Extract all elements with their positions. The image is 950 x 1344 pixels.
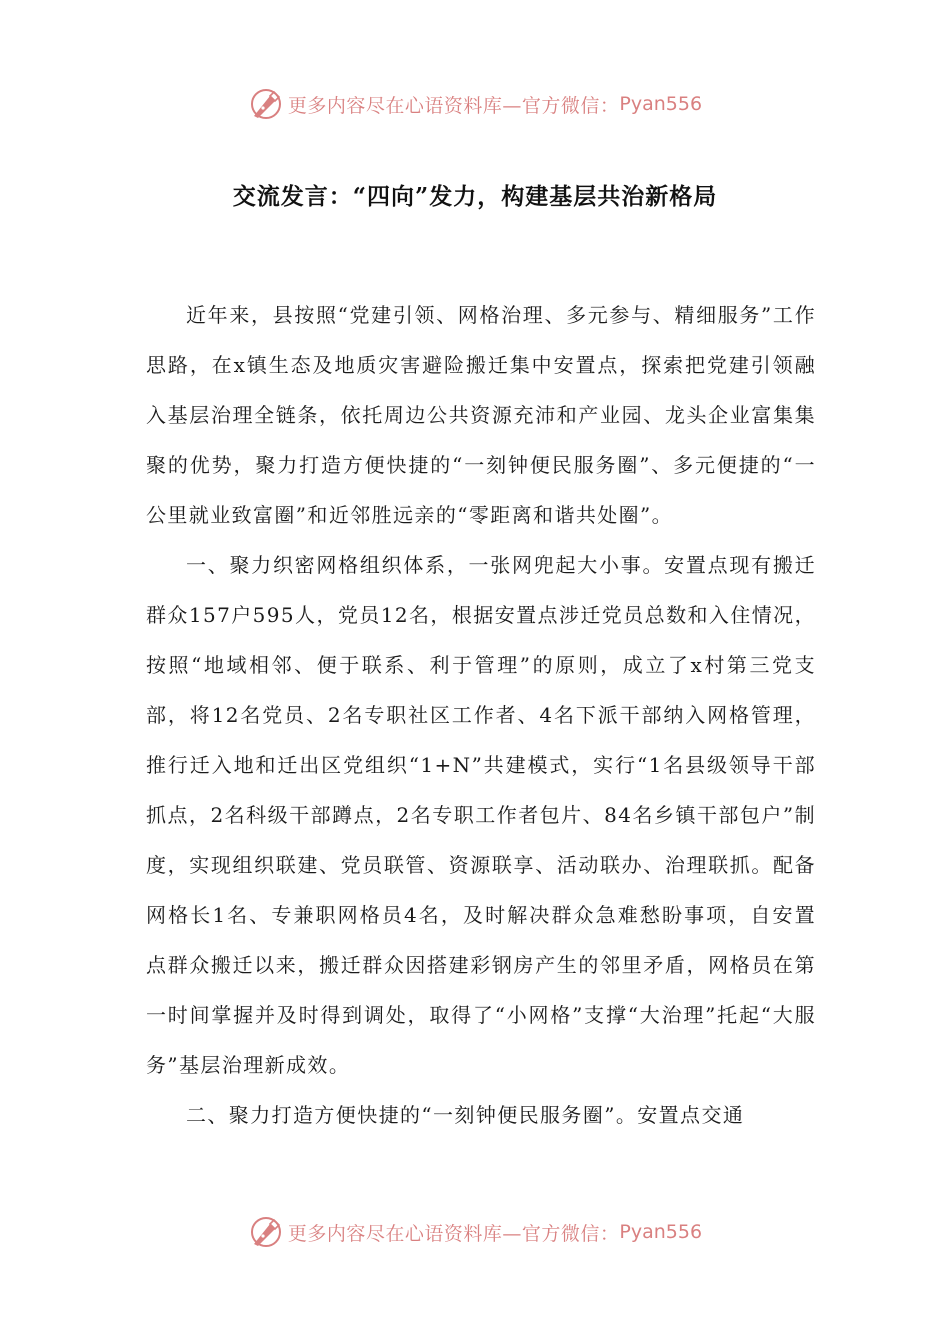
pen-nib-logo-icon: [248, 1214, 284, 1250]
watermark-text: 更多内容尽在心语资料库—官方微信：: [287, 1222, 620, 1245]
watermark-handle: Pyan556: [619, 93, 703, 115]
watermark-handle: Pyan556: [619, 1221, 703, 1243]
pen-nib-logo-icon: [248, 86, 284, 122]
paragraph-intro: 近年来，县按照“党建引领、网格治理、多元参与、精细服务”工作思路，在x镇生态及地质灾害避险搬迁集中安置点，探索把党建引领融入基层治理全链条，依托周边公共资源充沛和产业园、龙头企业富集集聚的优势，聚力打造方便快捷的“一刻钟便民服务圈”、多元便捷的“一公里就业致富圈”和近邻胜远亲的“零距离和谐共处圈”。: [146, 303, 816, 527]
paragraph-section-one: 一、聚力织密网格组织体系，一张网兜起大小事。安置点现有搬迁群众157户595人，党员12名，根据安置点涉迁党员总数和入住情况，按照“地域相邻、便于联系、利于管理”的原则，成立了x村第三党支部，将12名党员、2名专职社区工作者、4名下派干部纳入网格管理，推行迁入地和迁出区党组织“1+N”共建模式，实行“1名县级领导干部抓点，2名科级干部蹲点，2名专职工作者包片、84名乡镇干部包户”制度，实现组织联建、党员联管、资源联享、活动联办、治理联抓。配备网格长1名、专兼职网格员4名，及时解决群众急难愁盼事项，自安置点群众搬迁以来，搬迁群众因搭建彩钢房产生的邻里矛盾，网格员在第一时间掌握并及时得到调处，取得了“小网格”支撑“大治理”托起“大服务”基层治理新成效。: [146, 553, 816, 1077]
paragraph-section-two: 二、聚力打造方便快捷的“一刻钟便民服务圈”。安置点交通: [186, 1103, 745, 1127]
document-body: [146, 290, 816, 1140]
header-watermark: [0, 84, 950, 124]
footer-watermark: [0, 1212, 950, 1252]
watermark-text: 更多内容尽在心语资料库—官方微信：: [287, 94, 620, 117]
document-title: 交流发言：“四向”发力，构建基层共治新格局: [232, 183, 718, 210]
